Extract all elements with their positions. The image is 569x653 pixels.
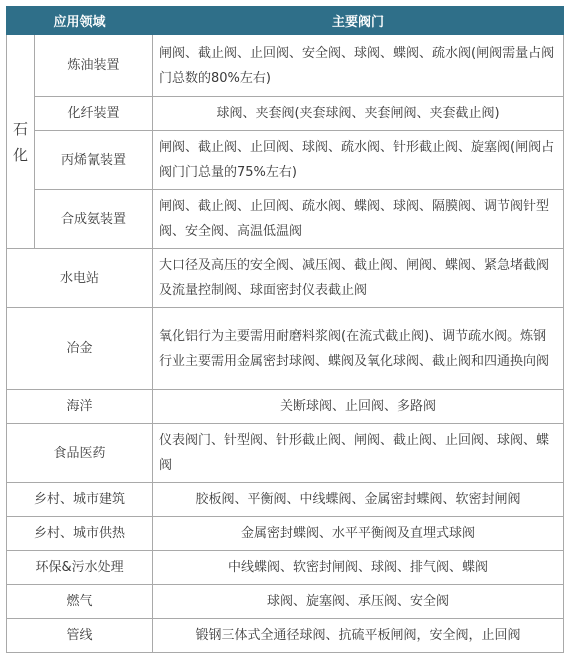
row-name: 合成氨装置 (35, 190, 153, 249)
table-row (7, 551, 564, 585)
table-row (7, 585, 564, 619)
row-valves: 仪表阀门、针型阀、针形截止阀、闸阀、截止阀、止回阀、球阀、蝶阀 (153, 424, 564, 483)
row-name: 冶金 (7, 308, 153, 390)
row-name: 炼油装置 (35, 35, 153, 97)
row-valves: 锻钢三体式全通径球阀、抗硫平板闸阀，安全阀，止回阀 (153, 619, 564, 653)
petro-label-1: 石 (12, 119, 28, 138)
table-header-row (7, 7, 564, 35)
header-valves: 主要阀门 (153, 7, 564, 35)
petro-label-2: 化 (12, 145, 28, 164)
table-row (7, 424, 564, 483)
table-row (7, 619, 564, 653)
valve-application-table (6, 6, 564, 653)
table-row (7, 390, 564, 424)
table-row (7, 97, 564, 131)
row-valves: 球阀、旋塞阀、承压阀、安全阀 (153, 585, 564, 619)
row-name: 食品医药 (7, 424, 153, 483)
row-valves: 关断球阀、止回阀、多路阀 (153, 390, 564, 424)
row-valves: 氧化铝行为主要需用耐磨料浆阀(在流式截止阀)、调节疏水阀。炼钢行业主要需用金属密封球阀、蝶阀及氧化球阀、截止阀和四通换向阀 (153, 308, 564, 390)
row-valves: 胶板阀、平衡阀、中线蝶阀、金属密封蝶阀、软密封闸阀 (153, 483, 564, 517)
row-valves: 闸阀、截止阀、止回阀、安全阀、球阀、蝶阀、疏水阀(闸阀需量占阀门总数的80%左右) (153, 35, 564, 97)
row-name: 水电站 (7, 249, 153, 308)
table-row (7, 483, 564, 517)
header-domain: 应用领域 (7, 7, 153, 35)
table-row (7, 249, 564, 308)
row-name: 化纤装置 (35, 97, 153, 131)
row-name: 管线 (7, 619, 153, 653)
table-row (7, 517, 564, 551)
petro-category-cell (7, 35, 35, 249)
row-valves: 闸阀、截止阀、止回阀、球阀、疏水阀、针形截止阀、旋塞阀(闸阀占阀门门总量的75%左右) (153, 131, 564, 190)
row-name: 乡村、城市建筑 (7, 483, 153, 517)
row-valves: 金属密封蝶阀、水平平衡阀及直埋式球阀 (153, 517, 564, 551)
table-row (7, 35, 564, 97)
row-valves: 球阀、夹套阀(夹套球阀、夹套闸阀、夹套截止阀) (153, 97, 564, 131)
row-name: 乡村、城市供热 (7, 517, 153, 551)
row-name: 丙烯氰装置 (35, 131, 153, 190)
row-name: 燃气 (7, 585, 153, 619)
table-row (7, 131, 564, 190)
row-name: 环保&污水处理 (7, 551, 153, 585)
row-name: 海洋 (7, 390, 153, 424)
row-valves: 中线蝶阀、软密封闸阀、球阀、排气阀、蝶阀 (153, 551, 564, 585)
table-row (7, 190, 564, 249)
row-valves: 闸阀、截止阀、止回阀、疏水阀、蝶阀、球阀、隔膜阀、调节阀针型阀、安全阀、高温低温阀 (153, 190, 564, 249)
row-valves: 大口径及高压的安全阀、减压阀、截止阀、闸阀、蝶阀、紧急堵截阀及流量控制阀、球面密封仪表截止阀 (153, 249, 564, 308)
table-row (7, 308, 564, 390)
